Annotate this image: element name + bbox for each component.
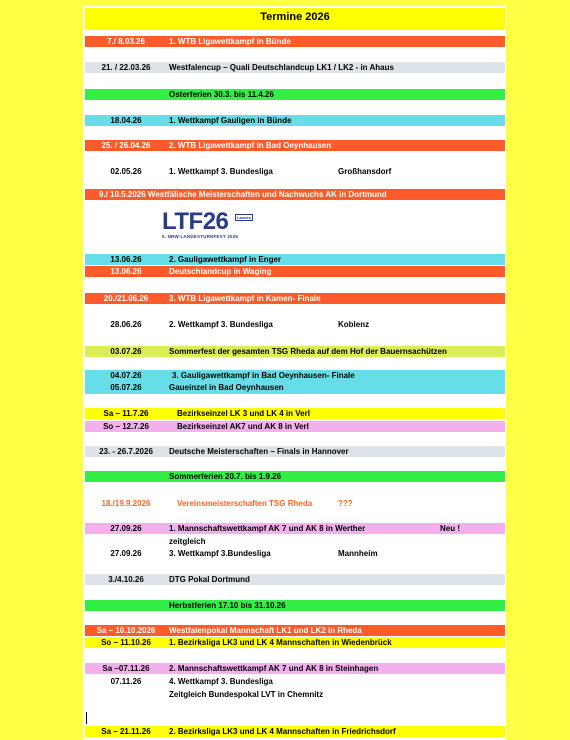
- event-row: 02.05.26 1. Wettkampf 3. Bundesliga Großhansdorf: [110, 167, 392, 176]
- event-row: Sommerferien 20.7. bis 1.9.26: [85, 471, 505, 482]
- event-row: 07.11.26 4. Wettkampf 3. Bundesliga: [110, 677, 273, 686]
- event-row: Osterferien 30.3. bis 11.4.26: [85, 89, 505, 100]
- event-row: 21. / 22.03.26 Westfalencup – Quali Deutschlandcup LK1 / LK2 - in Ahaus: [85, 62, 505, 73]
- event-row: Zeitgleich Bundespokal LVT in Chemnitz: [169, 690, 324, 699]
- event-row: Herbstferien 17.10 bis 31.10.26: [85, 600, 505, 611]
- event-row: 04.07.26 3. Gauligawettkampf in Bad Oeynhausen- Finale 05.07.26 Gaueinzel in Bad Oeynhausen: [85, 370, 505, 394]
- event-row: Sa – 21.11.26 2. Bezirksliga LK3 und LK 4 Mannschaften in Friedrichsdorf: [85, 726, 505, 737]
- event-row: So – 12.7.26 Bezirkseinzel AK7 und AK 8 in Verl: [85, 421, 505, 432]
- event-row: 18./19.9.2026 Vereinsmeisterschaften TSG Rheda ???: [101, 499, 353, 508]
- event-row: 9./ 10.5.2026 Westfälische Meisterschaften und Nachwuchs AK in Dortmund: [85, 189, 505, 200]
- event-row: 23. - 26.7.2026 Deutsche Meisterschaften – Finals in Hannover: [85, 446, 505, 457]
- event-row: 18.04.26 1. Wettkampf Gauligen in Bünde: [85, 115, 505, 126]
- page-title: Termine 2026: [85, 8, 505, 30]
- event-row: Sa – 10.10.2026 Westfalenpokal Mannschaft LK1 und LK2 in Rheda: [85, 625, 505, 636]
- text-cursor: [86, 712, 87, 724]
- ltf26-logo: LTF26 Landes 5. NRW-LANDESTURNFEST 2026: [162, 208, 252, 239]
- event-row: 27.09.26 1. Mannschaftswettkampf AK 7 und AK 8 in Werther Neu !: [85, 523, 505, 534]
- event-row: 20./21.06.26 3. WTB Ligawettkampf in Kamen- Finale: [85, 293, 505, 304]
- event-row: So – 11.10.26 1. Bezirksliga LK3 und LK 4 Mannschaften in Wiedenbrück: [85, 637, 505, 648]
- event-row: 13.06.26 Deutschlandcup in Waging: [85, 266, 505, 277]
- event-row: 27.09.26 3. Wettkampf 3.Bundesliga Mannheim: [110, 549, 378, 558]
- event-row: 25. / 26.04.26 2. WTB Ligawettkampf in Bad Oeynhausen: [85, 140, 505, 151]
- event-row: zeitgleich: [169, 537, 206, 546]
- event-row: 13.06.26 2. Gauligawettkampf in Enger: [85, 254, 505, 265]
- event-row: 7./ 8.03.26 1. WTB Ligawettkampf in Bünde: [85, 36, 505, 47]
- event-row: 03.07.26 Sommerfest der gesamten TSG Rheda auf dem Hof der Bauernsachützen: [85, 346, 505, 357]
- schedule-sheet: [83, 6, 506, 740]
- event-row: 3./4.10.26 DTG Pokal Dortmund: [85, 574, 505, 585]
- event-row: Sa –07.11.26 2. Mannschaftswettkampf AK 7 und AK 8 in Steinhagen: [85, 663, 505, 674]
- event-row: 28.06.26 2. Wettkampf 3. Bundesliga Koblenz: [110, 320, 370, 329]
- event-row: Sa – 11.7.26 Bezirkseinzel LK 3 und LK 4 in Verl: [85, 408, 505, 419]
